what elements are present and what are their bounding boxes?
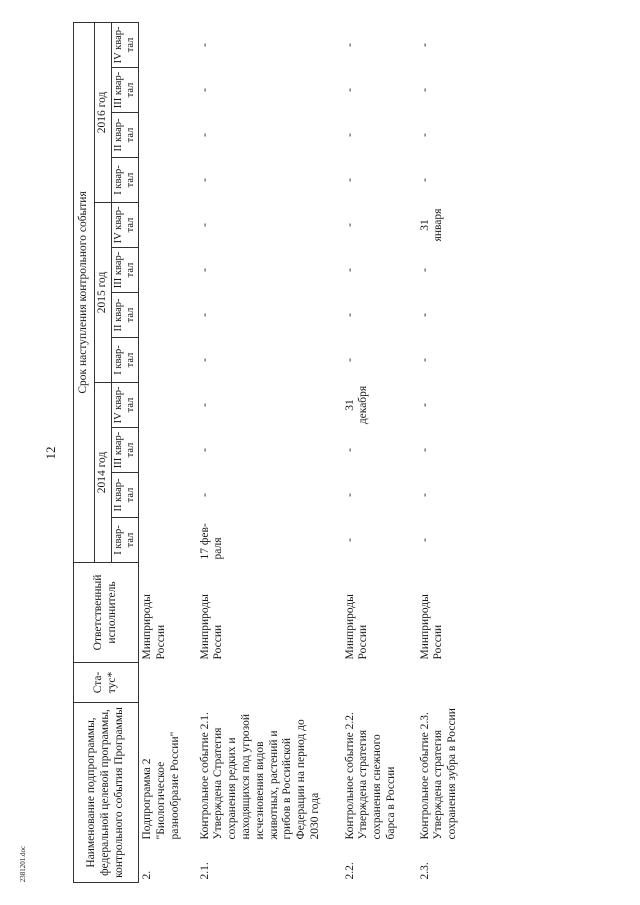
header-quarter: I квар-тал [112, 157, 139, 202]
quarter-cell [139, 472, 197, 517]
row-number: 2.2. [343, 862, 356, 880]
header-period: Срок наступления контрольного события [74, 22, 95, 562]
quarter-cell [139, 67, 197, 112]
row-executor: Минприроды России [343, 594, 370, 660]
header-quarter: II квар-тал [112, 112, 139, 157]
header-quarter: IV квар-тал [112, 382, 139, 427]
header-executor: Ответственный исполнитель [74, 562, 139, 662]
quarter-cell: - [418, 178, 431, 182]
quarter-cell: - [198, 223, 211, 227]
quarter-cell: - [418, 538, 431, 542]
row-status [197, 662, 342, 702]
header-quarter: I квар-тал [112, 337, 139, 382]
header-quarter: III квар-тал [112, 67, 139, 112]
header-year-2016: 2016 год [95, 22, 112, 202]
quarter-cell [139, 517, 197, 562]
quarter-cell [139, 112, 197, 157]
header-quarter: IV квар-тал [112, 22, 139, 67]
quarter-cell: - [198, 358, 211, 362]
row-status [417, 662, 497, 702]
rotated-table-sheet [73, 23, 573, 883]
header-year-2015: 2015 год [95, 202, 112, 382]
header-quarter: I квар-тал [112, 517, 139, 562]
file-label: 2381201.doc [19, 845, 27, 883]
header-year-2014: 2014 год [95, 382, 112, 562]
quarter-cell: - [343, 178, 356, 182]
quarter-cell: - [343, 268, 356, 272]
table-row [139, 22, 197, 882]
quarter-cell: - [198, 133, 211, 137]
quarter-cell: - [343, 223, 356, 227]
quarter-cell [139, 202, 197, 247]
quarter-cell: - [198, 88, 211, 92]
quarter-cell: - [343, 88, 356, 92]
quarter-cell [139, 382, 197, 427]
quarter-cell: - [418, 403, 431, 407]
row-name: Контрольное событие 2.3. Утверждена стратегия сохранения зубра в России [418, 708, 459, 840]
header-quarter: II квар-тал [112, 292, 139, 337]
quarter-cell: - [418, 133, 431, 137]
table-row [417, 22, 497, 882]
quarter-cell: - [343, 133, 356, 137]
header-quarter: III квар-тал [112, 427, 139, 472]
row-number: 2.1. [198, 862, 211, 880]
row-name: Контрольное событие 2.2. Утверждена стратегия сохранения снежного барса в России [343, 712, 398, 840]
header-quarter: III квар-тал [112, 247, 139, 292]
quarter-cell [139, 22, 197, 67]
quarter-cell [139, 247, 197, 292]
quarter-cell: - [418, 358, 431, 362]
quarter-cell: - [343, 448, 356, 452]
header-status: Ста-тус* [74, 662, 139, 702]
row-status [342, 662, 417, 702]
quarter-cell: - [418, 88, 431, 92]
header-quarter: IV квар-тал [112, 202, 139, 247]
quarter-cell: 31 декабря [343, 385, 370, 425]
row-name: Подпрограмма 2 "Биологическое разнообразие России" [141, 731, 181, 840]
row-status [139, 662, 197, 702]
quarter-cell: - [418, 313, 431, 317]
quarter-cell [139, 427, 197, 472]
row-executor: Минприроды России [418, 594, 445, 660]
quarter-cell: - [198, 43, 211, 47]
row-name: Контрольное событие 2.1. Утверждена Стратегия сохранения редких и находящихся под угрозой исчезновения видов животных, растений и грибов в Российской Федерации на период до 2030 года [198, 712, 321, 840]
table-row [197, 22, 342, 882]
quarter-cell: - [343, 538, 356, 542]
quarter-cell: - [418, 448, 431, 452]
quarter-cell: - [418, 268, 431, 272]
row-executor: Минприроды России [198, 594, 225, 660]
quarter-cell: - [418, 493, 431, 497]
quarter-cell [139, 157, 197, 202]
quarter-cell: - [198, 313, 211, 317]
quarter-cell [139, 337, 197, 382]
quarter-cell: - [198, 493, 211, 497]
quarter-cell: - [343, 313, 356, 317]
quarter-cell: - [198, 178, 211, 182]
quarter-cell: - [343, 358, 356, 362]
quarter-cell: - [198, 268, 211, 272]
quarter-cell: - [343, 43, 356, 47]
quarter-cell: - [198, 403, 211, 407]
row-number: 2. [141, 870, 154, 880]
quarter-cell: - [198, 448, 211, 452]
page-number: 12 [43, 446, 58, 460]
header-name: Наименование подпрограммы, федеральной целевой программы, контрольного события Программы [74, 702, 139, 882]
row-number: 2.3. [418, 862, 431, 880]
header-quarter: II квар-тал [112, 472, 139, 517]
quarter-cell: - [343, 493, 356, 497]
quarter-cell: - [418, 43, 431, 47]
quarter-cell: 31 января [418, 208, 445, 242]
quarter-cell [139, 292, 197, 337]
quarter-cell: 17 фев-раля [198, 523, 225, 560]
row-executor: Минприроды России [141, 594, 167, 660]
table-row [342, 22, 417, 882]
control-events-table [73, 22, 497, 883]
